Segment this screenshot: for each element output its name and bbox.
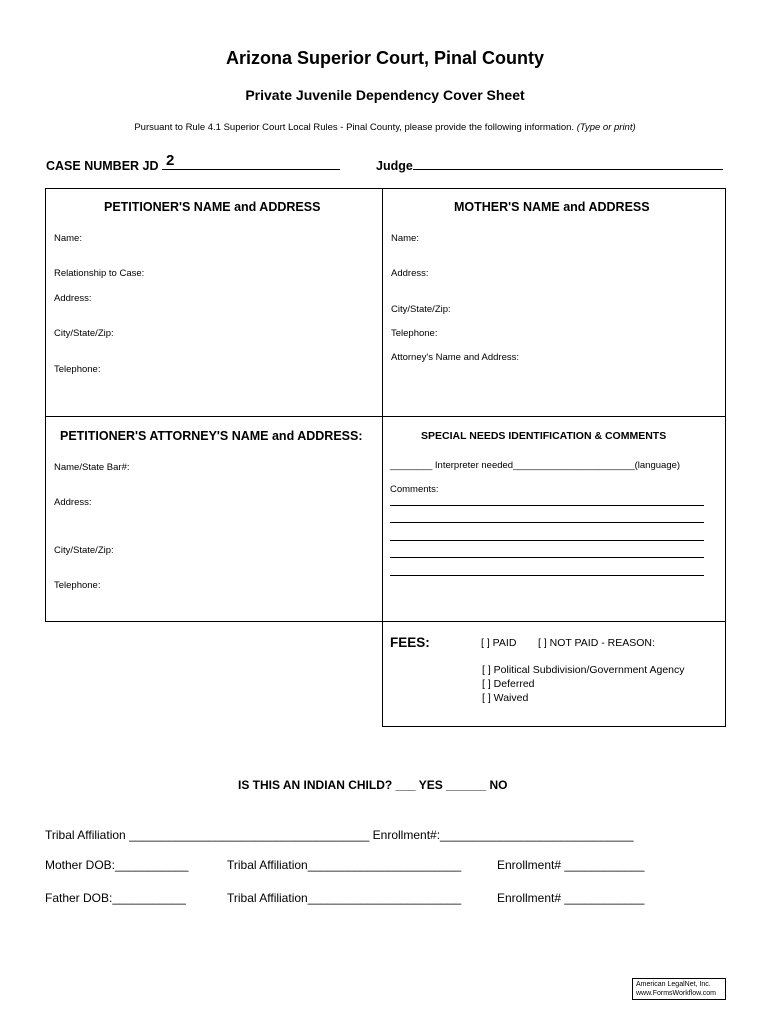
language-blank[interactable]: _______________________	[513, 460, 635, 471]
mother-city-label[interactable]: City/State/Zip:	[391, 304, 451, 315]
attorney-city-label[interactable]: City/State/Zip:	[54, 545, 114, 556]
judge-input[interactable]	[413, 156, 723, 170]
mother-attorney-label[interactable]: Attorney's Name and Address:	[391, 352, 520, 363]
attorney-telephone-label[interactable]: Telephone:	[54, 580, 101, 591]
fees-option-waived[interactable]: [ ] Waived	[482, 692, 529, 704]
enrollment-input[interactable]: _____________________________	[440, 828, 634, 842]
comment-line[interactable]	[390, 522, 704, 523]
interpreter-label: Interpreter needed	[434, 460, 514, 471]
fees-box-right	[725, 622, 726, 727]
tribal-affiliation-label: Tribal Affiliation	[45, 828, 126, 842]
comment-line[interactable]	[390, 575, 704, 576]
mother-dob-label: Mother DOB:	[45, 858, 116, 872]
father-enrollment-row	[497, 891, 644, 905]
mother-heading: MOTHER'S NAME and ADDRESS	[454, 200, 650, 214]
page-subtitle: Private Juvenile Dependency Cover Sheet	[245, 87, 525, 103]
petitioner-relationship-label[interactable]: Relationship to Case:	[54, 268, 145, 279]
petitioner-heading: PETITIONER'S NAME and ADDRESS	[104, 200, 321, 214]
fees-paid-checkbox[interactable]: [ ] PAID	[481, 637, 517, 649]
indian-child-no-blank[interactable]: ______	[446, 778, 487, 792]
petitioner-city-label[interactable]: City/State/Zip:	[54, 328, 114, 339]
comment-line[interactable]	[390, 540, 704, 541]
language-label: (language)	[634, 460, 681, 471]
father-dob-label: Father DOB:	[45, 891, 113, 905]
grid-divider-vertical	[382, 188, 383, 727]
judge-field	[376, 156, 723, 173]
mother-name-label[interactable]: Name:	[391, 233, 419, 244]
mother-tribal-label: Tribal Affiliation	[227, 858, 308, 872]
father-dob-input[interactable]: ___________	[112, 891, 186, 905]
publisher-url[interactable]: www.FormsWorkflow.com	[636, 990, 716, 997]
mother-telephone-label[interactable]: Telephone:	[391, 328, 438, 339]
comment-line[interactable]	[390, 557, 704, 558]
interpreter-blank[interactable]: ________	[390, 460, 433, 471]
case-number-input[interactable]	[162, 152, 340, 170]
special-needs-heading: SPECIAL NEEDS IDENTIFICATION & COMMENTS	[421, 430, 667, 442]
mother-enrollment-label: Enrollment#	[497, 858, 562, 872]
case-number-field	[46, 152, 340, 173]
page-title: Arizona Superior Court, Pinal County	[225, 48, 544, 68]
mother-address-label[interactable]: Address:	[391, 268, 429, 279]
attorney-name-label[interactable]: Name/State Bar#:	[54, 462, 130, 473]
father-enrollment-input[interactable]: ____________	[564, 891, 645, 905]
petitioner-address-label[interactable]: Address:	[54, 293, 92, 304]
indian-child-yes-label: YES	[418, 778, 443, 792]
fees-box-top	[382, 621, 726, 622]
indian-child-no-label: NO	[489, 778, 508, 792]
attorney-heading: PETITIONER'S ATTORNEY'S NAME and ADDRESS:	[60, 429, 363, 443]
fees-label: FEES:	[390, 635, 430, 650]
fees-option-deferred[interactable]: [ ] Deferred	[482, 678, 535, 690]
mother-dob-input[interactable]: ___________	[115, 858, 189, 872]
fees-option-political-subdivision[interactable]: [ ] Political Subdivision/Government Agency	[482, 664, 685, 676]
publisher-footer	[632, 978, 726, 1000]
mother-tribal-row	[227, 858, 461, 872]
attorney-address-label[interactable]: Address:	[54, 497, 92, 508]
fees-box-bottom	[382, 726, 726, 727]
enrollment-label: Enrollment#:	[372, 828, 441, 842]
judge-label: Judge	[376, 159, 413, 173]
father-enrollment-label: Enrollment#	[497, 891, 562, 905]
mother-enrollment-input[interactable]: ____________	[564, 858, 645, 872]
indian-child-question	[238, 778, 507, 792]
instruction-main: Pursuant to Rule 4.1 Superior Court Local Rules - Pinal County, please provide the following information.	[134, 122, 575, 133]
petitioner-telephone-label[interactable]: Telephone:	[54, 364, 101, 375]
indian-child-question-text: IS THIS AN INDIAN CHILD?	[238, 778, 393, 792]
publisher-name: American LegalNet, Inc.	[636, 981, 711, 988]
instruction-text	[0, 122, 770, 133]
tribal-affiliation-input[interactable]: ____________________________________	[129, 828, 370, 842]
mother-enrollment-row	[497, 858, 644, 872]
mother-tribal-input[interactable]: _______________________	[307, 858, 462, 872]
mother-dob-row	[45, 858, 188, 872]
indian-child-yes-blank[interactable]: ___	[395, 778, 416, 792]
interpreter-row[interactable]	[390, 460, 680, 471]
petitioner-name-label[interactable]: Name:	[54, 233, 82, 244]
tribal-affiliation-row	[45, 828, 634, 842]
father-dob-row	[45, 891, 186, 905]
father-tribal-label: Tribal Affiliation	[227, 891, 308, 905]
father-tribal-input[interactable]: _______________________	[307, 891, 462, 905]
father-tribal-row	[227, 891, 461, 905]
case-number-value: 2	[166, 152, 175, 169]
grid-divider-horizontal	[45, 416, 726, 417]
fees-not-paid-checkbox[interactable]: [ ] NOT PAID - REASON:	[538, 637, 655, 649]
comments-label: Comments:	[390, 484, 439, 495]
instruction-note: (Type or print)	[576, 122, 636, 133]
comment-line[interactable]	[390, 505, 704, 506]
case-number-label: CASE NUMBER JD	[46, 159, 159, 173]
